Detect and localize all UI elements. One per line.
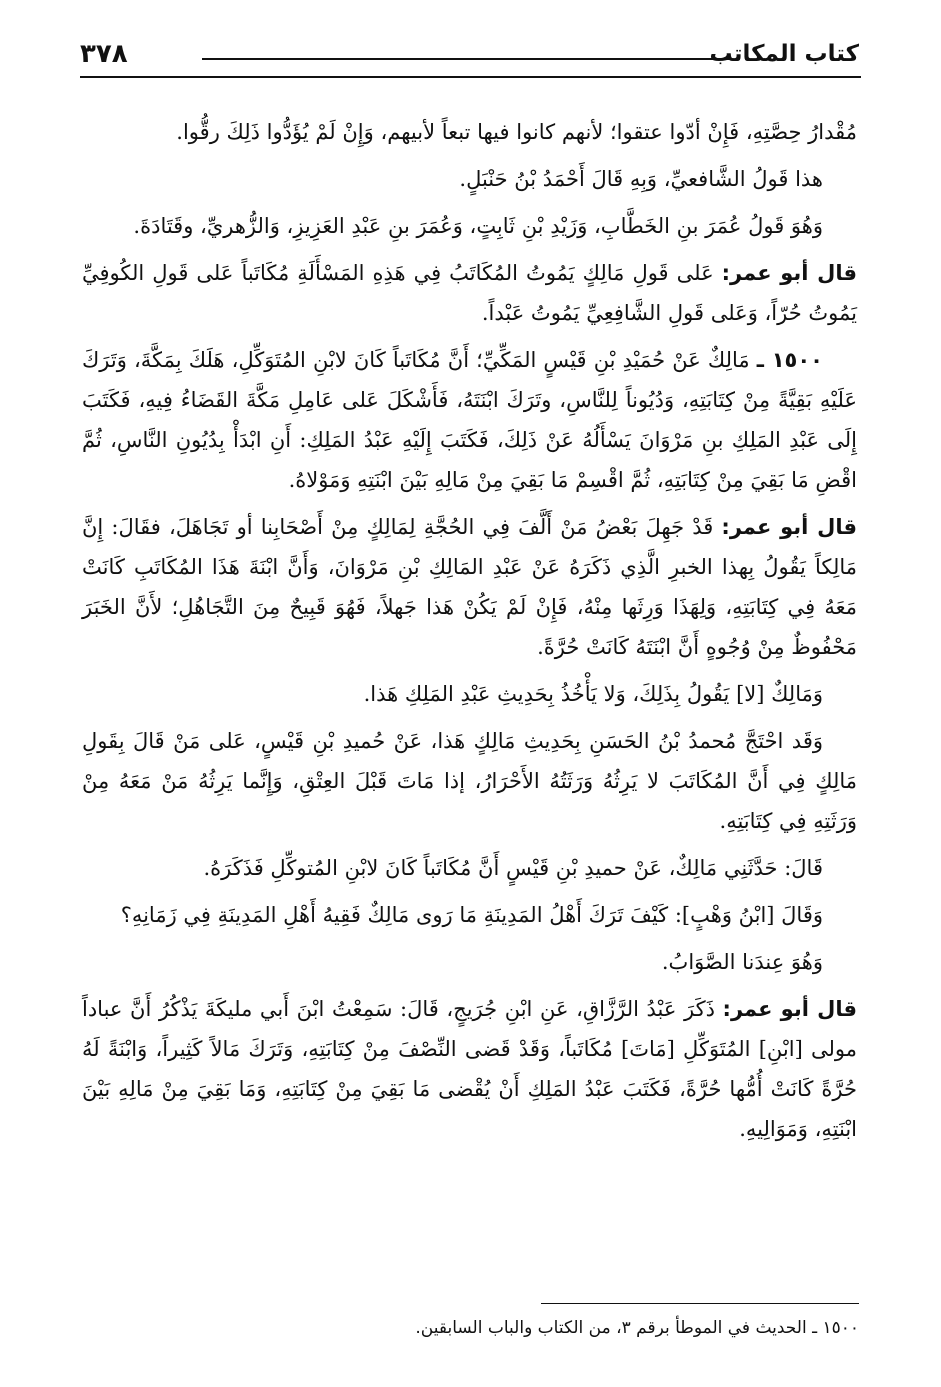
- commentary-paragraph: [82, 507, 857, 667]
- page-body: [82, 112, 857, 1156]
- speaker-label: قال أبو عمر:: [721, 515, 857, 539]
- commentary-paragraph: [82, 989, 857, 1149]
- paragraph: وَقَالَ [ابْنُ وَهْبٍ]: كَيْفَ تَرَكَ أَهْلُ المَدِينَةِ مَا رَوى مَالِكٌ فَقِيهُ أَهْلِ المَدِينَةِ فِي زَمَانِهِ؟: [120, 903, 823, 927]
- paragraph-text: ذَكَرَ عَبْدُ الرَّزَّاقِ، عَنِ ابْنِ جُرَيجٍ، قَالَ: سَمِعْتُ ابْنَ أَبي مليكَةَ يَذْكُرُ أَنَّ عباداً مولى [ابْنِ] المُتَوَكِّلِ [مَاتَ] مُكَاتَباً، وَقَدْ قَضى النِّصْفَ مِنْ كِتَابَتِهِ، وَتَرَكَ مَالاً كَثِيراً، وَابْنَةً لَهُ حُرَّةً كَانَتْ أُمُّها حُرَّةً، فَكَتَبَ عَبْدُ المَلِكِ أَنْ يُقْضى مَا بَقِيَ مِنْ كِتَابَتِهِ، وَمَا بَقِيَ مِنْ مَالِهِ بَيْنَ ابْنَتِهِ، وَمَوَالِيهِ.: [82, 997, 857, 1141]
- paragraph: وَمَالِكٌ [لا] يَقُولُ بِذَلِكَ، وَلا يَأْخُذُ بِحَدِيثِ عَبْدِ المَلِكِ هَذا.: [363, 682, 823, 706]
- footnote-divider: [541, 1303, 859, 1304]
- page-header: [80, 38, 859, 74]
- page-number: ٣٧٨: [80, 39, 128, 69]
- paragraph: وَقَد احْتَجَّ مُحمدُ بْنُ الحَسَنِ بِحَدِيثِ مَالِكٍ هَذا، عَنْ حُميدِ بْنِ قَيْسٍ، عَلى مَنْ قَالَ بِقَولِ مَالِكٍ فِي أَنَّ المُكَاتَبَ لا يَرِثُهُ وَرَثَتُهُ الأَحْرَارُ، إذا مَاتَ قَبْلَ العِتْقِ، وَإِنَّما يَرِثُهُ مَنْ مَعَهُ مِنْ وَرَثَتِهِ فِي كِتَابَتِهِ.: [82, 729, 857, 833]
- paragraph-text: قَدْ جَهِلَ بَعْضُ مَنْ أَلَّفَ فِي الحُجَّةِ لِمَالِكٍ مِنْ أَصْحَابِنا أو تَجَاهَلَ، فقَالَ: إِنَّ مَالِكاً يَقُولُ بِهذا الخبرِ الَّذِي ذَكَرَهُ عَنْ عَبْدِ المَالِكِ بْنِ مَرْوَانَ، وَأَنَّ ابْنَةَ هَذَا المُكَاتَبِ كَانَتْ مَعَهُ فِي كِتَابَتِهِ، وَلِهَذَا وَرِثَها مِنْهُ، فَإِنْ لَمْ يَكُنْ هَذا جَهلاً، فَهُوَ قَبِيحٌ مِنَ التَّجَاهُلِ؛ لأَنَّ الخَبَرَ مَحْفُوظٌ مِنْ وُجُوهٍ أَنَّ ابْنَتَهُ كَانَتْ حُرَّةً.: [82, 515, 857, 659]
- hadith-number: ١٥٠٠ ـ: [756, 348, 823, 372]
- paragraph: هذا قَولُ الشَّافعيِّ، وَبِهِ قَالَ أَحْمَدُ بْنُ حَنْبَلٍ.: [459, 167, 823, 191]
- footnote: ١٥٠٠ ـ الحديث في الموطأ برقم ٣، من الكتاب والباب السابقين.: [415, 1318, 859, 1338]
- header-divider: [202, 58, 731, 60]
- hadith-paragraph: [82, 340, 857, 500]
- paragraph-text: مَالِكٌ عَنْ حُمَيْدِ بْنِ قَيْسٍ المَكِّيِّ؛ أَنَّ مُكَاتَباً كَانَ لابْنِ المُتَوَكِّلِ، هَلَكَ بِمَكَّةَ، وَتَرَكَ عَلَيْهِ بَقِيَّةً مِنْ كِتَابَتِهِ، وَدُيُوناً لِلنَّاسِ، وتَرَكَ ابْنَتَهُ، فَأَشْكَلَ عَلى عَامِلِ مَكَّةَ القَضَاءُ فِيهِ، فَكَتَبَ إِلَى عَبْدِ المَلِكِ بنِ مَرْوَانَ يَسْأَلُهُ عَنْ ذَلِكَ، فَكَتَبَ إِلَيْهِ عَبْدُ المَلِكِ: أَنِ ابْدَأْ بِدُيُونِ النَّاسِ، ثُمَّ اقْضِ مَا بَقِيَ مِنْ كِتَابَتِهِ، ثُمَّ اقْسِمْ مَا بَقِيَ مِنْ مَالِهِ بَيْنَ ابْنَتِهِ وَمَوْلاهُ.: [82, 348, 857, 492]
- speaker-label: قال أبو عمر:: [722, 997, 857, 1021]
- paragraph: مُقْدارُ حِصَّتِهِ، فَإِنْ أدّوا عتقوا؛ لأنهم كانوا فيها تبعاً لأبيهم، وَإِنْ لَمْ يُؤَدُّوا ذَلِكَ رقُّوا.: [176, 120, 857, 144]
- chapter-title: كتاب المكاتب: [709, 41, 859, 67]
- speaker-label: قال أبو عمر:: [721, 261, 857, 285]
- paragraph: قَالَ: حَدَّثَنِي مَالِكٌ، عَنْ حميدِ بْنِ قَيْسٍ أَنَّ مُكَاتَباً كَانَ لابْنِ المُتوكِّلِ فَذَكَرَهُ.: [203, 856, 823, 880]
- header-underline: [80, 76, 861, 78]
- paragraph: وَهُوَ قَولُ عُمَرَ بنِ الخَطَّابِ، وَزَيْدِ بْنِ ثَابِتٍ، وَعُمَرَ بنِ عَبْدِ العَزِيزِ، وَالزُّهريِّ، وقَتَادَةَ.: [133, 214, 823, 238]
- paragraph-text: عَلى قَولِ مَالِكٍ يَمُوتُ المُكَاتَبُ فِي هَذِهِ المَسْأَلَةِ مُكَاتَباً عَلى قَولِ الكُوفِيِّ يَمُوتُ حُرّاً، وَعَلى قَولِ الشَّافِعِيِّ يَمُوتُ عَبْداً.: [82, 261, 857, 325]
- commentary-paragraph: [82, 253, 857, 333]
- paragraph: وَهُوَ عِندَنا الصَّوَابُ.: [661, 950, 823, 974]
